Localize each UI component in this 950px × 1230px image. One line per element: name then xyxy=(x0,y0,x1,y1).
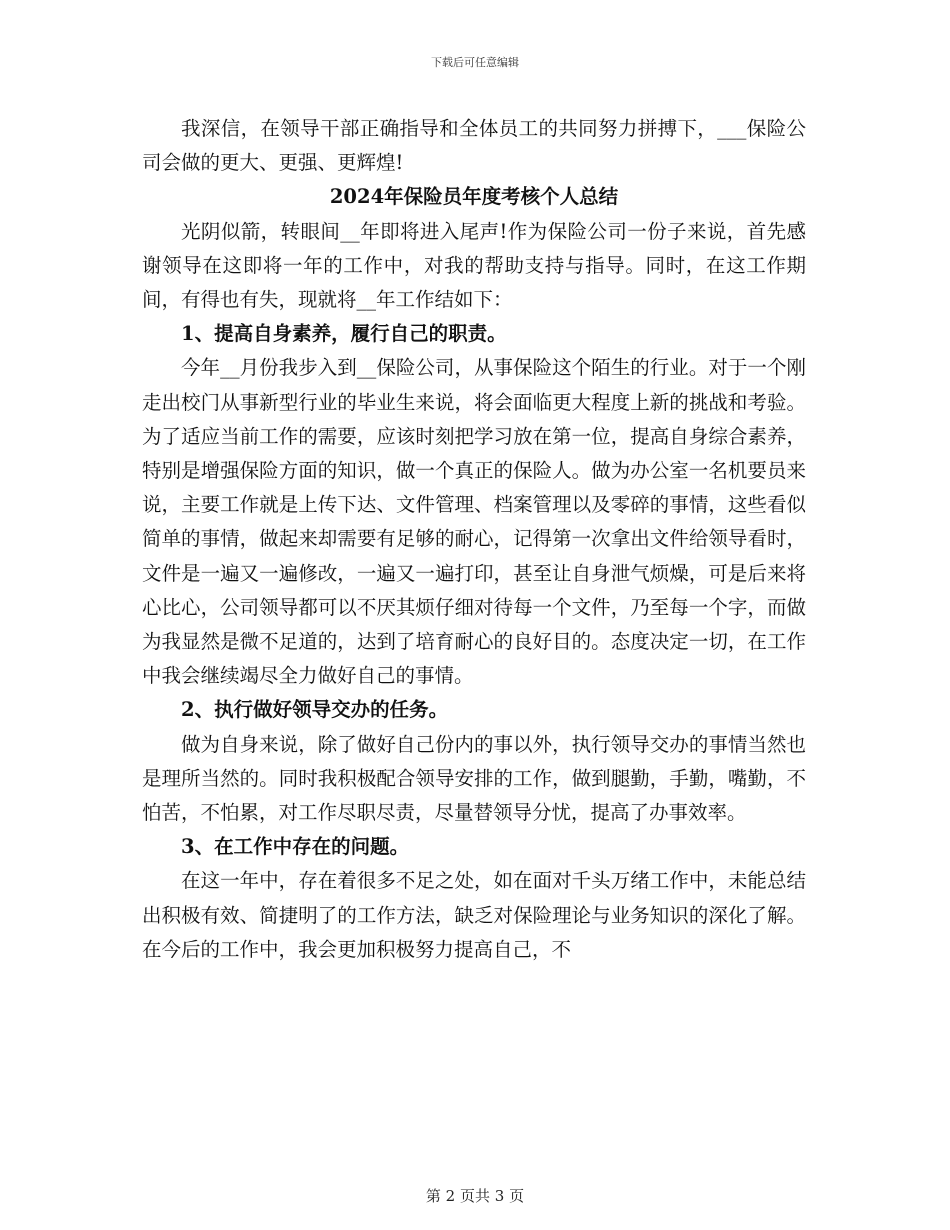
section-2-paragraph: 做为自身来说，除了做好自己份内的事以外，执行领导交办的事情当然也是理所当然的。同时我积极配合领导安排的工作，做到腿勤，手勤，嘴勤，不怕苦，不怕累，对工作尽职尽责，尽量替领导分忧，提高了办事效率。 xyxy=(142,732,806,825)
section-heading-1: 1、提高自身素养，履行自己的职责。 xyxy=(181,322,507,346)
document-title: 2024年保险员年度考核个人总结 xyxy=(329,185,619,209)
page-footer: 第 2 页共 3 页 xyxy=(425,1187,525,1205)
intro-paragraph: 我深信，在领导干部正确指导和全体员工的共同努力拼搏下，___保险公司会做的更大、更强、更辉煌! xyxy=(142,117,806,175)
section-heading-3: 3、在工作中存在的问题。 xyxy=(181,835,410,859)
section-1-paragraph: 今年__月份我步入到__保险公司，从事保险这个陌生的行业。对于一个刚走出校门从事新型行业的毕业生来说，将会面临更大程度上新的挑战和考验。为了适应当前工作的需要，应该时刻把学习放在第一位，提高自身综合素养，特别是增强保险方面的知识，做一个真正的保险人。做为办公室一名机要员来说，主要工作就是上传下达、文件管理、档案管理以及零碎的事情，这些看似简单的事情，做起来却需要有足够的耐心，记得第一次拿出文件给领导看时，文件是一遍又一遍修改，一遍又一遍打印，甚至让自身泄气烦燥，可是后来将心比心，公司领导都可以不厌其烦仔细对待每一个文件，乃至每一个字，而做为我显然是微不足道的，达到了培育耐心的良好目的。态度决定一切，在工作中我会继续竭尽全力做好自己的事情。 xyxy=(142,356,806,688)
section-3-paragraph: 在这一年中，存在着很多不足之处，如在面对千头万绪工作中，未能总结出积极有效、简捷明了的工作方法，缺乏对保险理论与业务知识的深化了解。在今后的工作中，我会更加积极努力提高自己，不 xyxy=(142,869,806,961)
document-body xyxy=(142,112,806,967)
opening-paragraph: 光阴似箭，转眼间__年即将进入尾声!作为保险公司一份子来说，首先感谢领导在这即将一年的工作中，对我的帮助支持与指导。同时，在这工作期间，有得也有失，现就将__年工作结如下： xyxy=(142,219,806,312)
section-heading-2: 2、执行做好领导交办的任务。 xyxy=(181,698,449,722)
page-header: 下载后可任意编辑 xyxy=(431,56,519,69)
